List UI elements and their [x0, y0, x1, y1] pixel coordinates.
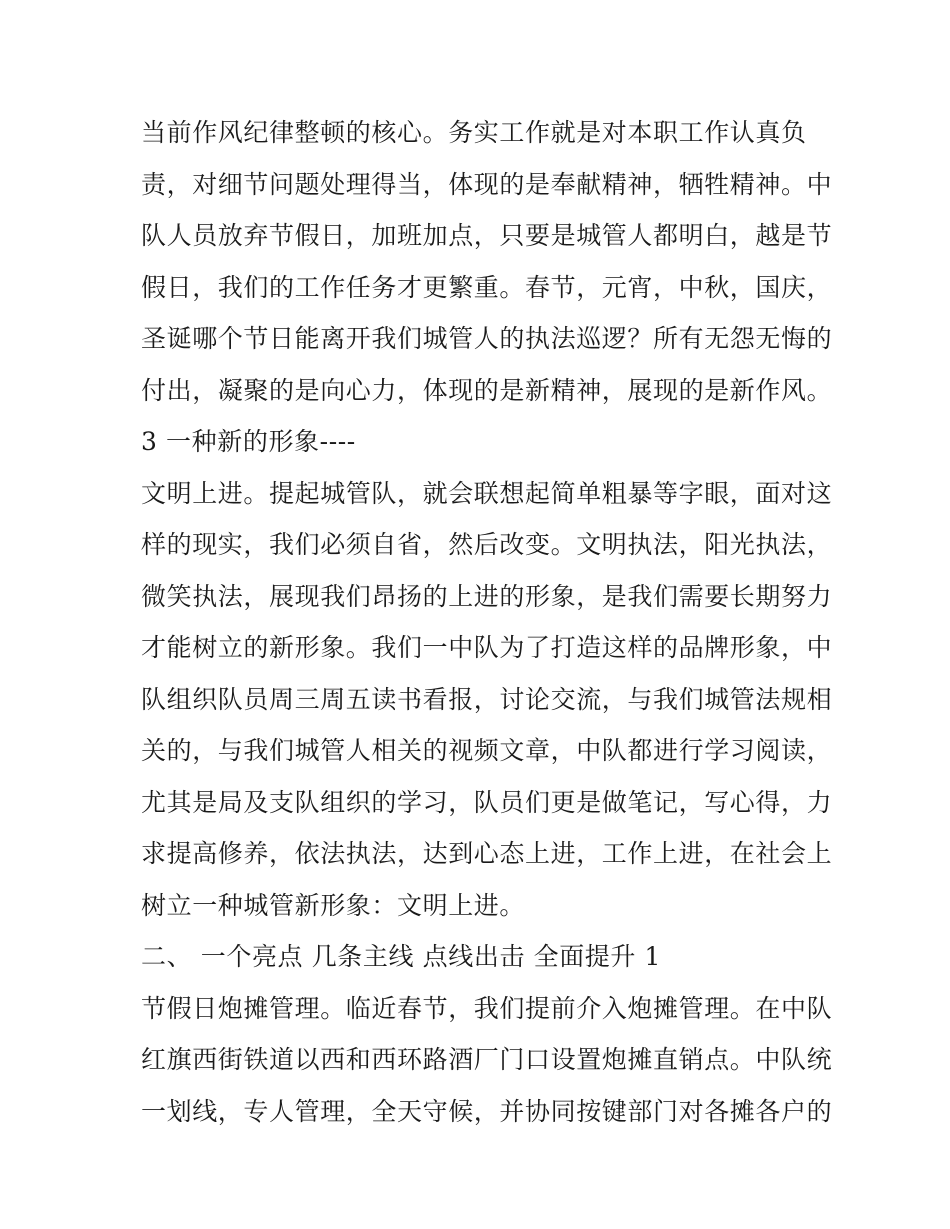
- text-line: 圣诞哪个节日能离开我们城管人的执法巡逻？所有无怨无悔的: [141, 324, 833, 353]
- text-line: 假日，我们的工作任务才更繁重。春节，元宵，中秋，国庆，: [141, 272, 833, 302]
- section-heading: 3 一种新的形象----: [141, 427, 356, 456]
- text-line: 红旗西街铁道以西和西环路酒厂门口设置炮摊直销点。中队统: [141, 1045, 833, 1074]
- text-line: 树立一种城管新形象：文明上进。: [141, 890, 526, 920]
- text-line: 样的现实，我们必须自省，然后改变。文明执法，阳光执法，: [141, 530, 833, 559]
- text-line: 文明上进。提起城管队，就会联想起简单粗暴等字眼，面对这: [141, 478, 833, 508]
- text-line: 微笑执法，展现我们昂扬的上进的形象，是我们需要长期努力: [141, 581, 833, 611]
- text-line: 关的，与我们城管人相关的视频文章，中队都进行学习阅读，: [141, 736, 833, 765]
- text-line: 队组织队员周三周五读书看报，讨论交流，与我们城管法规相: [141, 684, 833, 714]
- text-line: 节假日炮摊管理。临近春节，我们提前介入炮摊管理。在中队: [141, 993, 833, 1023]
- text-line: 付出，凝聚的是向心力，体现的是新精神，展现的是新作风。: [141, 375, 833, 405]
- text-line: 求提高修养，依法执法，达到心态上进，工作上进，在社会上: [141, 839, 833, 868]
- body-text: [141, 107, 833, 1137]
- text-line: 责，对细节问题处理得当，体现的是奉献精神，牺牲精神。中: [141, 169, 833, 199]
- text-line: 当前作风纪律整顿的核心。务实工作就是对本职工作认真负: [141, 118, 807, 147]
- text-line: 尤其是局及支队组织的学习，队员们更是做笔记，写心得，力: [141, 787, 833, 817]
- text-line: 才能树立的新形象。我们一中队为了打造这样的品牌形象，中: [141, 633, 833, 662]
- section-heading: 二、 一个亮点 几条主线 点线出击 全面提升 1: [141, 942, 662, 971]
- text-line: 一划线，专人管理，全天守候，并协同按键部门对各摊各户的: [141, 1096, 833, 1126]
- text-line: 队人员放弃节假日，加班加点，只要是城管人都明白，越是节: [141, 221, 833, 250]
